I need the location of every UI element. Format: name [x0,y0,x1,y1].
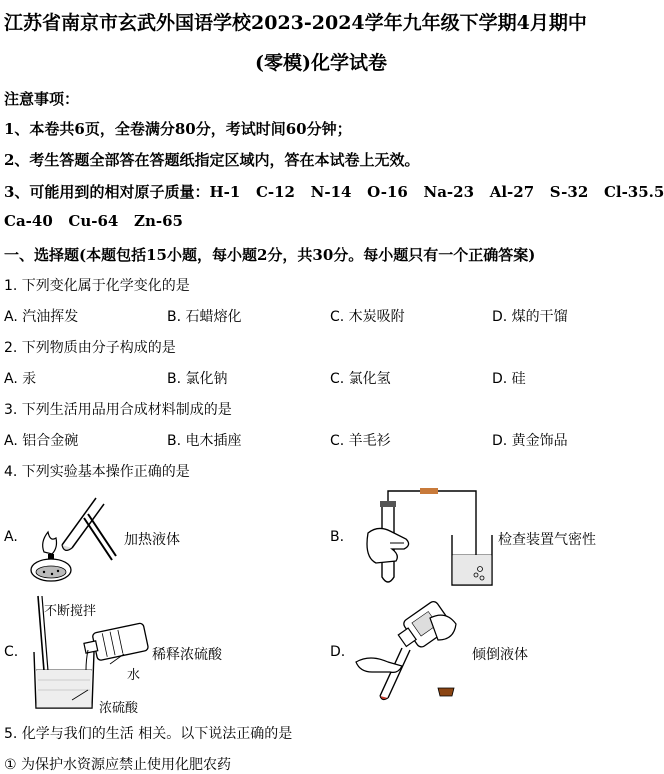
figure-label-stir: 不断搅拌 [44,604,97,619]
question-5-stem: 5. 化学与我们的生活 相关。以下说法正确的是 [4,726,293,742]
notice-item-3-cont: Ca-40 Cu-64 Zn-65 [4,212,183,230]
question-2-option-c: C. 氯化氢 [330,371,391,387]
question-4-option-d: D. [330,644,346,660]
notice-item-3: 3、可能用到的相对原子质量：H-1 C-12 N-14 O-16 Na-23 Al-27 S-32 Cl-35.5 [4,183,664,201]
question-4-caption-c: 稀释浓硫酸 [152,647,222,663]
question-4-caption-d: 倾倒液体 [472,647,528,663]
question-1-option-a: A. 汽油挥发 [4,309,79,325]
notice-item-2: 2、考生答题全部答在答题纸指定区域内，答在本试卷上无效。 [4,151,420,169]
question-2-stem: 2. 下列物质由分子构成的是 [4,340,176,356]
question-2-option-b: B. 氯化钠 [167,371,228,387]
question-4-stem: 4. 下列实验基本操作正确的是 [4,464,190,480]
question-1-option-b: B. 石蜡熔化 [167,309,242,325]
notice-item-1: 1、本卷共6页，全卷满分80分，考试时间60分钟； [4,120,352,138]
question-3-stem: 3. 下列生活用品用合成材料制成的是 [4,402,232,418]
notice-heading: 注意事项： [4,90,80,108]
question-2-option-d: D. 硅 [492,371,526,387]
question-4-option-b: B. [330,529,345,545]
question-3-option-c: C. 羊毛衫 [330,433,391,449]
question-5-option-1: ① 为保护水资源应禁止使用化肥农药 [4,757,232,773]
question-1-option-c: C. 木炭吸附 [330,309,405,325]
question-4-option-c: C. [4,644,19,660]
question-3-option-b: B. 电木插座 [167,433,242,449]
question-1-stem: 1. 下列变化属于化学变化的是 [4,278,190,294]
question-4-option-a: A. [4,529,18,545]
figure-pour-liquid [350,596,468,702]
question-4-caption-a: 加热液体 [124,532,180,548]
section-heading: 一、选择题(本题包括15小题，每小题2分，共30分。每小题只有一个正确答案) [4,246,536,264]
question-3-option-a: A. 铝合金碗 [4,433,79,449]
figure-label-acid: 浓硫酸 [99,701,139,716]
question-3-option-d: D. 黄金饰品 [492,433,568,449]
question-1-option-d: D. 煤的干馏 [492,309,568,325]
question-4-caption-b: 检查装置气密性 [498,532,596,548]
figure-airtightness-check [360,485,495,590]
document-title-line1: 江苏省南京市玄武外国语学校2023-2024学年九年级下学期4月期中 [4,12,587,34]
document-title-line2: (零模)化学试卷 [255,52,387,74]
question-2-option-a: A. 汞 [4,371,37,387]
figure-heating-liquid [22,490,117,585]
figure-label-water: 水 [127,668,141,683]
